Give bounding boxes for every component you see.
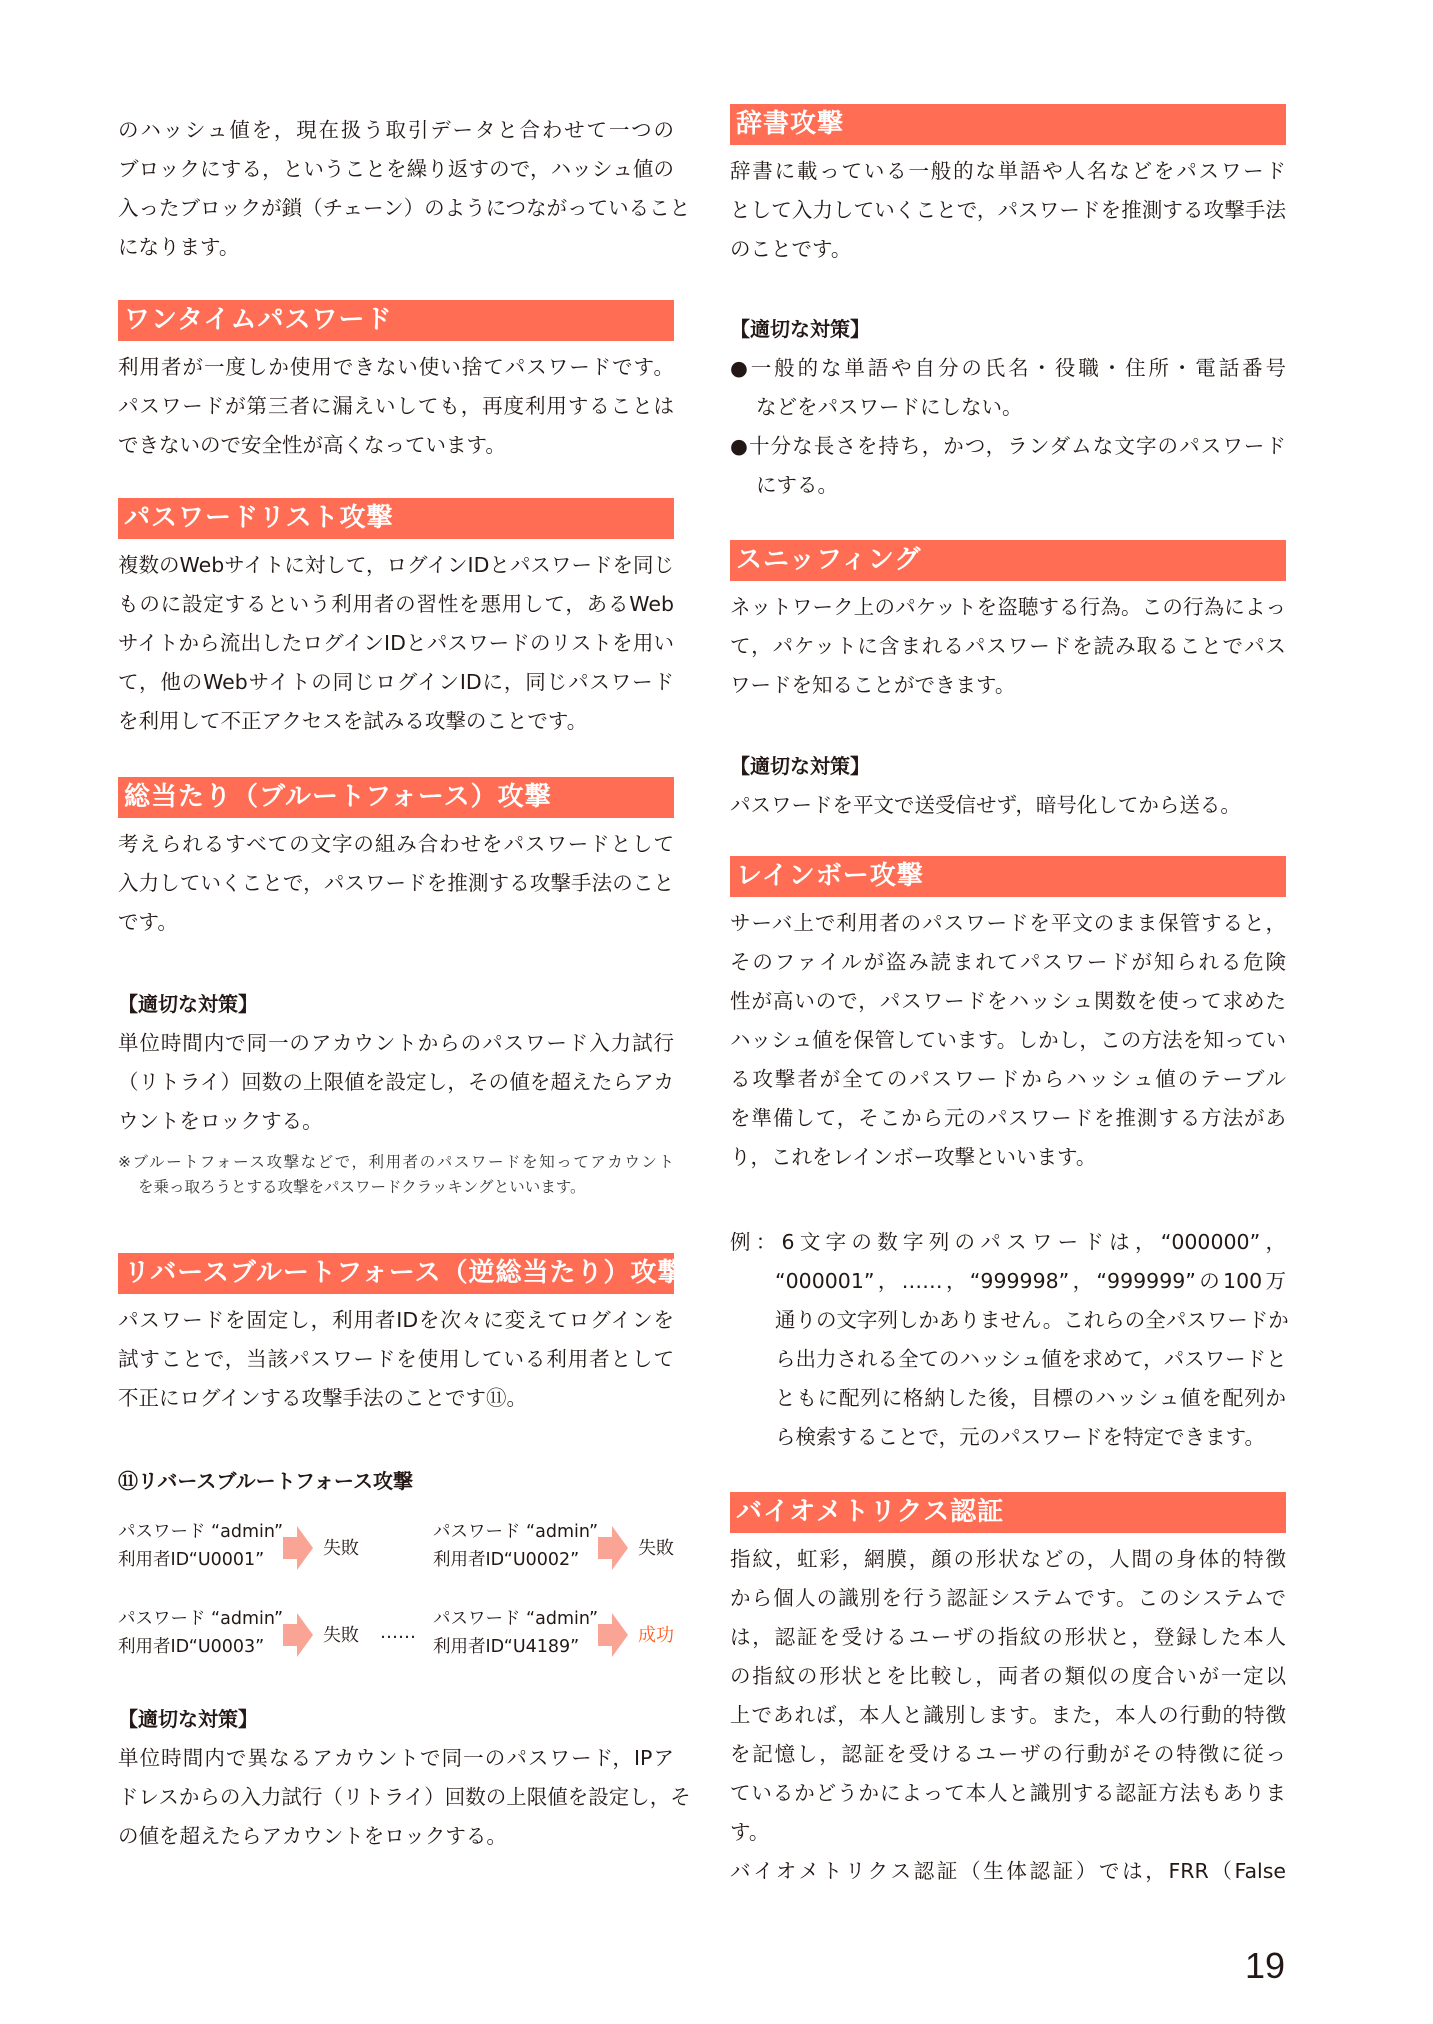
page-number: 19 — [1245, 1945, 1286, 1986]
text-line: す。 — [730, 1820, 770, 1844]
brute-force-countermeasure — [118, 985, 674, 1141]
example-line: ら検索することで，元のパスワードを特定できます。 — [775, 1425, 1265, 1449]
section-heading: レインボー攻撃 — [730, 856, 1286, 897]
attempt-result: 失敗 — [323, 1538, 359, 1559]
text-line: 単位時間内で異なるアカウントで同一のパスワード，IPア — [118, 1746, 674, 1770]
dictionary-countermeasure — [730, 310, 1286, 505]
text-line: 複数のWebサイトに対して，ログインIDとパスワードを同じ — [118, 553, 674, 577]
section-heading: 辞書攻撃 — [730, 104, 1286, 145]
right-arrow-icon — [283, 1526, 313, 1570]
text-line: から個人の識別を行う認証システムです。このシステムで — [730, 1586, 1286, 1610]
measure-label: 【適切な対策】 — [730, 317, 870, 341]
text-line: 性が高いので，パスワードをハッシュ関数を使って求めた — [730, 989, 1286, 1013]
text-line: 辞書に載っている一般的な単語や人名などをパスワード — [730, 159, 1286, 183]
example-line: 例：6文字の数字列のパスワードは，“000000”， — [730, 1230, 1286, 1254]
user-id-label: 利用者ID“U0003” — [118, 1637, 265, 1657]
right-arrow-icon — [283, 1613, 313, 1657]
text-line: 試すことで，当該パスワードを使用している利用者として — [118, 1347, 674, 1371]
text-line: ているかどうかによって本人と識別する認証方法もありま — [730, 1781, 1286, 1805]
text-line: ネットワーク上のパケットを盗聴する行為。この行為によっ — [730, 595, 1286, 619]
user-id-label: 利用者ID“U0002” — [433, 1550, 580, 1570]
right-arrow-icon — [598, 1613, 628, 1657]
measure-label: 【適切な対策】 — [730, 754, 870, 778]
example-line: “000001”，……，“999998”，“999999”の100万 — [775, 1269, 1286, 1293]
text-line: を準備して，そこから元のパスワードを推測する方法があ — [730, 1106, 1286, 1130]
text-line: ハッシュ値を保管しています。しかし，この方法を知ってい — [730, 1028, 1286, 1052]
section-heading: パスワードリスト攻撃 — [118, 498, 674, 539]
section-onetime-password — [118, 300, 674, 465]
text-line: 考えられるすべての文字の組み合わせをパスワードとして — [118, 832, 674, 856]
text-line: ワードを知ることができます。 — [730, 673, 1016, 697]
section-heading: バイオメトリクス認証 — [730, 1492, 1286, 1533]
text-line: り，これをレインボー攻撃といいます。 — [730, 1145, 1097, 1169]
reverse-brute-force-countermeasure — [118, 1700, 691, 1856]
text-line: ものに設定するという利用者の習性を悪用して，あるWeb — [118, 592, 674, 616]
text-line: （リトライ）回数の上限値を設定し，その値を超えたらアカ — [118, 1070, 674, 1094]
bullet-line: ●十分な長さを持ち，かつ，ランダムな文字のパスワード — [730, 434, 1286, 458]
section-reverse-brute-force — [118, 1253, 685, 1418]
footnote-line: ※ブルートフォース攻撃などで，利用者のパスワードを知ってアカウント — [118, 1153, 674, 1171]
section-biometrics — [730, 1492, 1286, 1891]
section-rainbow-attack — [730, 856, 1286, 1177]
section-heading: ワンタイムパスワード — [118, 300, 674, 341]
text-line: は，認証を受けるユーザの指紋の形状と，登録した本人 — [730, 1625, 1286, 1649]
text-line: パスワードを固定し，利用者IDを次々に変えてログインを — [118, 1308, 674, 1332]
text-line: のことです。 — [730, 237, 852, 261]
text-line: パスワードが第三者に漏えいしても，再度利用することは — [118, 394, 674, 418]
section-heading: スニッフィング — [730, 540, 1286, 581]
attempt-result: 失敗 — [638, 1538, 674, 1559]
bullet-line: にする。 — [756, 473, 838, 497]
section-sniffing — [730, 540, 1286, 705]
example-line: ら出力される全てのハッシュ値を求めて，パスワードと — [775, 1347, 1287, 1371]
section-brute-force — [118, 777, 674, 942]
text-line: て，他のWebサイトの同じログインIDに，同じパスワード — [118, 670, 674, 694]
user-id-label: 利用者ID“U4189” — [433, 1637, 580, 1657]
text-line: そのファイルが盗み読まれてパスワードが知られる危険 — [730, 950, 1286, 974]
text-line: として入力していくことで，パスワードを推測する攻撃手法 — [730, 198, 1286, 222]
text-line: ブロックにする，ということを繰り返すので，ハッシュ値の — [118, 157, 674, 181]
bullet-line: などをパスワードにしない。 — [756, 395, 1023, 419]
section-password-list-attack — [118, 498, 674, 741]
diagram-login-attempt — [118, 1605, 283, 1661]
section-heading: 総当たり（ブルートフォース）攻撃 — [118, 777, 674, 818]
text-line: る攻撃者が全てのパスワードからハッシュ値のテーブル — [730, 1067, 1286, 1091]
password-label: パスワード “admin” — [118, 1522, 284, 1542]
text-line: を記憶し，認証を受けるユーザの行動がその特徴に従っ — [730, 1742, 1286, 1766]
example-line: 通りの文字列しかありません。これらの全パスワードか — [775, 1308, 1289, 1332]
example-paragraph — [730, 1223, 1289, 1457]
text-line: のハッシュ値を，現在扱う取引データと合わせて一つの — [118, 118, 674, 142]
user-id-label: 利用者ID“U0001” — [118, 1550, 265, 1570]
ellipsis: …… — [380, 1622, 416, 1643]
password-label: パスワード “admin” — [433, 1609, 599, 1629]
text-line: 入力していくことで，パスワードを推測する攻撃手法のこと — [118, 871, 674, 895]
right-arrow-icon — [598, 1526, 628, 1570]
text-line: パスワードを平文で送受信せず，暗号化してから送る。 — [730, 793, 1241, 817]
sniffing-countermeasure — [730, 747, 1286, 825]
text-line: 入ったブロックが鎖（チェーン）のようにつながっていること — [118, 196, 691, 220]
diagram-login-attempt — [118, 1518, 283, 1574]
text-line: 不正にログインする攻撃手法のことです⑪。 — [118, 1386, 527, 1410]
diagram-login-attempt — [433, 1605, 598, 1661]
text-line: 利用者が一度しか使用できない使い捨てパスワードです。 — [118, 355, 674, 379]
text-line: 上であれば，本人と識別します。また，本人の行動的特徴 — [730, 1703, 1286, 1727]
text-line: て，パケットに含まれるパスワードを読み取ることでパス — [730, 634, 1286, 658]
text-line: サーバ上で利用者のパスワードを平文のまま保管すると， — [730, 911, 1286, 935]
attempt-result: 成功 — [638, 1625, 674, 1646]
bullet-line: ●一般的な単語や自分の氏名・役職・住所・電話番号 — [730, 356, 1286, 380]
example-line: ともに配列に格納した後，目標のハッシュ値を配列か — [775, 1386, 1286, 1410]
text-line: です。 — [118, 910, 178, 934]
intro-paragraph — [118, 111, 691, 267]
text-line: 単位時間内で同一のアカウントからのパスワード入力試行 — [118, 1031, 674, 1055]
text-line: バイオメトリクス認証（生体認証）では，FRR（False — [730, 1859, 1286, 1883]
attempt-result: 失敗 — [323, 1625, 359, 1646]
password-label: パスワード “admin” — [433, 1522, 599, 1542]
text-line: を利用して不正アクセスを試みる攻撃のことです。 — [118, 709, 588, 733]
footnote-line: を乗っ取ろうとする攻撃をパスワードクラッキングといいます。 — [138, 1178, 586, 1196]
diagram-login-attempt — [433, 1518, 598, 1574]
text-line: ウントをロックする。 — [118, 1109, 323, 1133]
text-line: ドレスからの入力試行（リトライ）回数の上限値を設定し，そ — [118, 1785, 691, 1809]
text-line: の値を超えたらアカウントをロックする。 — [118, 1824, 507, 1848]
text-line: 指紋，虹彩，網膜，顔の形状などの，人間の身体的特徴 — [730, 1547, 1286, 1571]
text-line: サイトから流出したログインIDとパスワードのリストを用い — [118, 631, 674, 655]
section-dictionary-attack — [730, 104, 1286, 269]
measure-label: 【適切な対策】 — [118, 1707, 258, 1731]
section-heading: リバースブルートフォース（逆総当たり）攻撃 — [118, 1253, 674, 1294]
text-line: になります。 — [118, 235, 240, 259]
text-line: できないので安全性が高くなっています。 — [118, 433, 506, 457]
password-label: パスワード “admin” — [118, 1609, 284, 1629]
measure-label: 【適切な対策】 — [118, 992, 258, 1016]
text-line: の指紋の形状とを比較し，両者の類似の度合いが一定以 — [730, 1664, 1286, 1688]
footnote — [118, 1150, 674, 1200]
diagram-title: ⑪リバースブルートフォース攻撃 — [118, 1469, 413, 1493]
